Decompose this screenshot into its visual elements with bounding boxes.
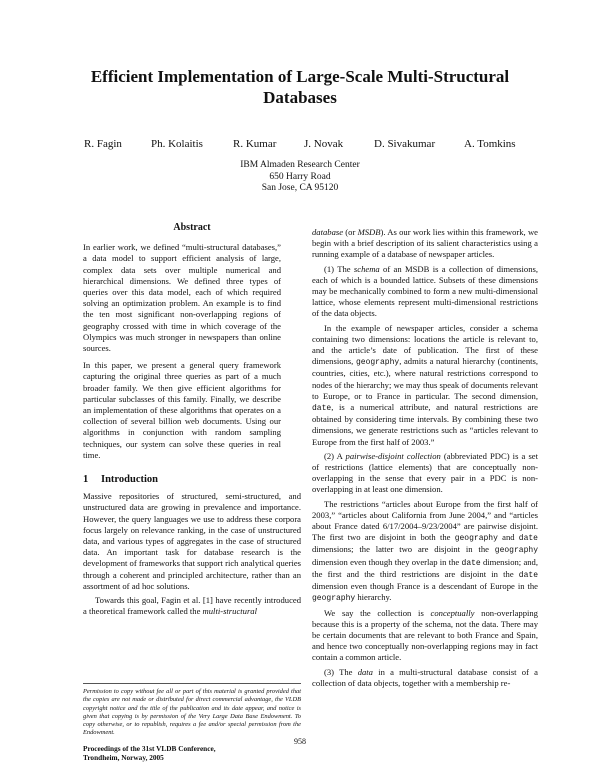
body-paragraph: Towards this goal, Fagin et al. [1] have recently introduced a theoretical framework called the multi-structural [83,595,301,617]
paper-title-line2: Databases [263,88,337,107]
abstract-paragraph: In earlier work, we defined “multi-structural databases,” a data model to support efficient analysis of large, complex data sets over multiple numerical and hierarchical dimensions. We defined three types of queries over this data model, each of which required solving an optimization problem. An example is to find the ten most significant non-overlapping regions of geography crossed with time in which coverage of the Olympics was much stronger in newspapers than online sources. [83,242,281,354]
proceedings-note [83,744,301,762]
author-list [0,138,600,152]
author: A. Tomkins [464,138,516,150]
author: R. Kumar [233,138,277,150]
section-number: 1 [83,474,89,486]
paper-title [0,66,600,108]
affiliation-line: San Jose, CA 95120 [261,183,339,194]
page-number: 958 [294,737,306,746]
author: J. Novak [304,138,344,150]
body-paragraph: The restrictions “articles about Europe from the first half of 2003,” “articles about California from June 2004,” and “articles about France dated 6/17/2004–9/23/2004” are pairwise disjoint. The first two are disjoint in both the geography and date dimensions; the latter two are disjoint in the geography dimension even though they overlap in the date dimension; and, the first and the third restrictions are disjoint in the date dimension even though France is a descendant of Europe in the geography hierarchy. [312,498,538,604]
body-paragraph: We say the collection is conceptually non-overlapping because this is a property of the schema, not the data. There may be certain documents that are relevant to both France and Spain, and hence two conceptually non-overlapping regions may in fact contain a common article. [312,607,538,663]
body-paragraph: (3) The data in a multi-structural database consist of a collection of data objects, together with a membership re- [312,666,538,688]
paper-title-line1: Efficient Implementation of Large-Scale Multi-Structural [90,67,510,86]
abstract-heading: Abstract [173,222,211,233]
left-column [83,222,301,618]
affiliation [0,160,600,195]
right-column [312,227,538,689]
copyright-footnote: Permission to copy without fee all or part of this material is granted provided that the copies are not made or distributed for direct commercial advantage, the VLDB copyright notice and the title of the publication and its date appear, and notice is given that copying is by permission of the Very Large Data Base Endowment. To copy otherwise, or to republish, requires a fee and/or special permission from the Endowment. [83,688,301,737]
section-title: Introduction [101,474,158,486]
proceedings-line: Trondheim, Norway, 2005 [83,753,164,763]
footnote-divider [83,683,301,684]
affiliation-line: IBM Almaden Research Center [240,160,360,170]
author: R. Fagin [84,138,122,150]
body-paragraph: database (or MSDB). As our work lies within this framework, we begin with a brief description of its salient characteristics using a running example of a database of newspaper articles. [312,227,538,260]
body-paragraph: (1) The schema of an MSDB is a collection of dimensions, each of which is a bounded lattice. Subsets of these dimensions may be mechanically combined to form a new multi-dimensional lattice, whose elements represent multi-dimensional restrictions of the data objects. [312,263,538,319]
abstract-paragraph: In this paper, we present a general query framework capturing the original three queries as part of a much broader family. We then give efficient algorithms for particular subclasses of this family. Finally, we describe an implementation of these algorithms that operates on a collection of several billion web documents. Using our algorithms in conjunction with random sampling techniques, our system can solve these queries in real time. [83,360,281,460]
proceedings-line: Proceedings of the 31st VLDB Conference, [83,744,216,753]
author: Ph. Kolaitis [151,138,203,150]
affiliation-line: 650 Harry Road [269,171,331,182]
body-paragraph: In the example of newspaper articles, consider a schema containing two dimensions: locations the article is relevant to, and the article’s date of publication. The first of these dimensions, geography, admits a natural hierarchy (continents, countries, cities, etc.), where natural restrictions correspond to nodes of the hierarchy; we may thus speak of documents relevant to Europe, or to France in particular. The second dimension, date, is a numerical attribute, and natural restrictions are obtained by considering time intervals. By combining these two dimensions, we generate restrictions such as “articles relevant to Europe from the first half of 2003.” [312,322,538,447]
body-paragraph: Massive repositories of structured, semi-structured, and unstructured data are growing in prevalence and importance. However, the query languages we use to address these corpora focus largely on relevance ranking, in the case of unstructured data, and various types of aggregates in the case of structured data. An important task for database research is the development of frameworks that support rich analytical queries through a coherent and principled architecture, rather than an assortment of ad hoc solutions. [83,491,301,591]
author: D. Sivakumar [374,138,436,150]
section-heading [83,474,301,485]
body-paragraph: (2) A pairwise-disjoint collection (abbreviated PDC) is a set of restrictions (lattice elements) that are conceptually non-overlapping in the sense that every pair in a PDC is non-overlapping in at least one dimension. [312,450,539,495]
